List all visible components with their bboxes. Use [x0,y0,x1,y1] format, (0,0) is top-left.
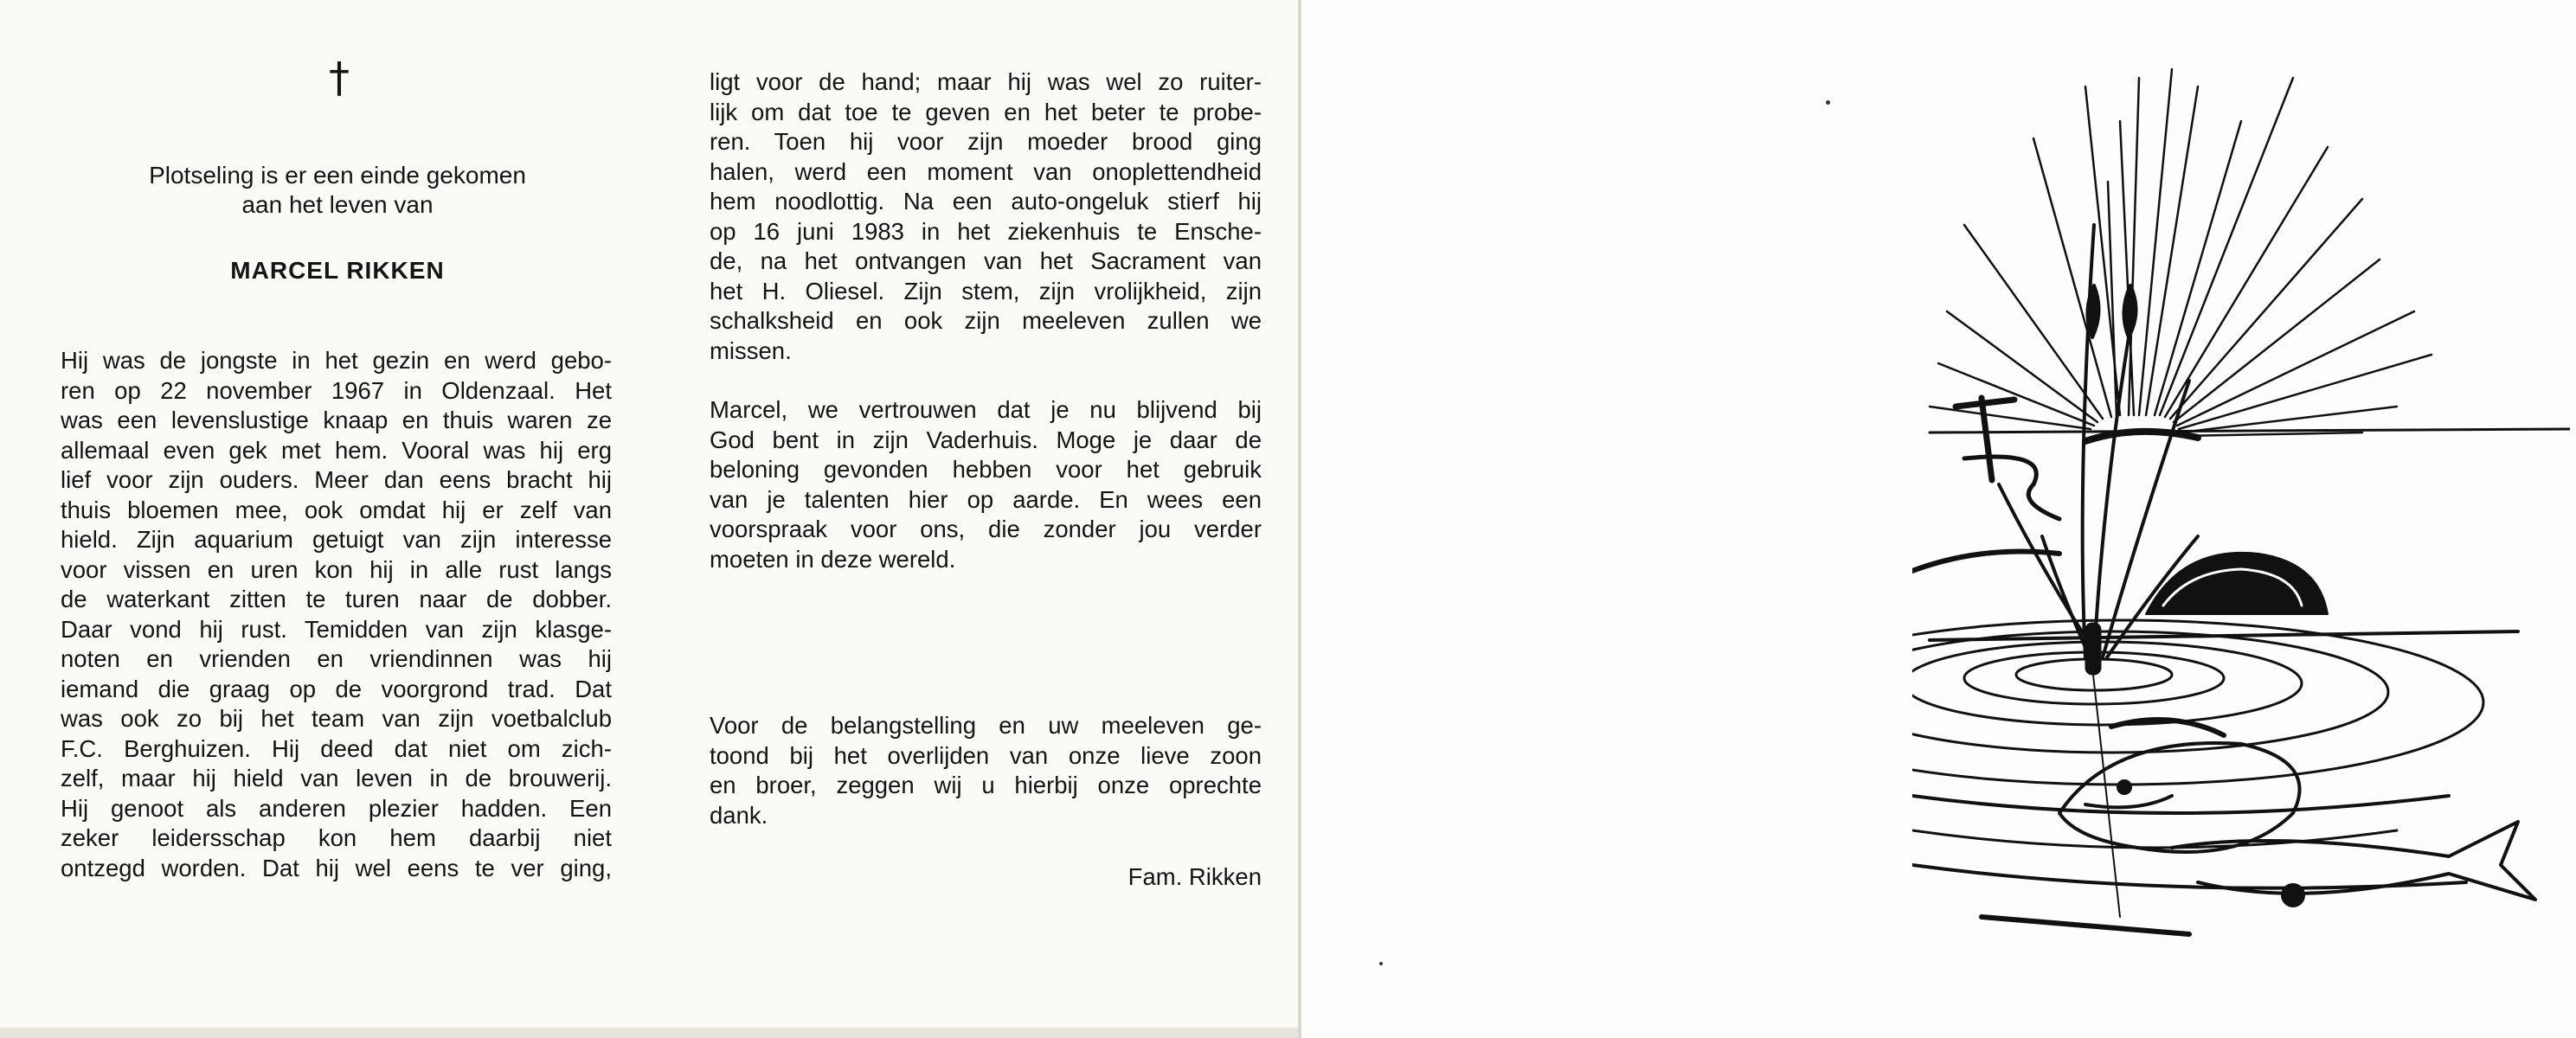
prayer-paragraph [710,395,1262,574]
text-line: Marcel, we vertrouwen dat je nu blijvend bij [710,396,1262,423]
memorial-landscape-illustration-icon [1912,52,2570,952]
text-line: ren. Toen hij voor zijn moeder brood ging [710,128,1262,155]
text-line: Voor de belangstelling en uw meeleven ge- [710,712,1262,739]
text-line: ligt voor de hand; maar hij was wel zo ruiter- [710,68,1262,95]
paper-speck [1379,962,1383,965]
text-line: halen, werd een moment van onoplettendheid [710,157,1262,185]
text-line: was een levenslustige knaap en thuis waren ze [61,407,612,433]
text-line: Daar vond hij rust. Temidden van zijn klasge- [61,615,612,643]
text-line: Hij genoot als anderen plezier hadden. Een [61,794,612,822]
text-line: Hij was de jongste in het gezin en werd gebo- [61,347,612,374]
text-line: zeker leidersschap kon hem daarbij niet [61,824,612,851]
intro-text [87,161,588,220]
text-line: F.C. Berghuizen. Hij deed dat niet om zich- [61,734,612,762]
text-line: voor vissen en uren kon hij in alle rust langs [61,555,612,583]
text-line: lief voor zijn ouders. Meer dan eens bracht hij [61,466,612,493]
sun-rays-icon [1930,69,2431,436]
text-line: thuis bloemen mee, ook omdat hij er zelf van [61,496,612,523]
text-line: noten en vrienden en vriendinnen was hij [61,645,612,672]
text-line: toond bij het overlijden van onze lieve zoon [710,741,1262,769]
text-line: schalksheid en ook zijn meeleven zullen we [710,307,1262,334]
text-line: was ook zo bij het team van zijn voetbalclub [61,705,612,732]
text-line: allemaal even gek met hem. Vooral was hij erg [61,436,612,464]
water-ripples-icon [1912,620,2483,934]
text-line: beloning gevonden hebben voor het gebruik [710,456,1262,483]
grave-cross-icon [1956,398,2014,480]
text-line: lijk om dat toe te geven en het beter te probe- [710,98,1262,125]
text-line: het H. Oliesel. Zijn stem, zijn vrolijkheid, zijn [710,277,1262,304]
text-line: de, na het ontvangen van het Sacrament van [710,247,1262,274]
card-left-panel [0,0,1298,1028]
family-signature: Fam. Rikken [1127,863,1262,890]
text-line: op 16 juni 1983 in het ziekenhuis te Ensche- [710,217,1262,245]
text-line: moeten in deze wereld. [710,545,956,573]
cross-icon: † [329,54,350,102]
intro-line: Plotseling is er een einde gekomen [149,162,526,189]
text-line: voorspraak voor ons, die zonder jou verder [710,516,1262,542]
text-line: iemand die graag op de voorgrond trad. Dat [61,675,612,702]
paper-speck [1826,100,1830,105]
text-line: van je talenten hier op aarde. En wees een [710,485,1262,513]
thanks-paragraph [710,711,1262,830]
text-line: missen. [710,336,792,364]
text-line: hield. Zijn aquarium getuigt van zijn interesse [61,526,612,553]
biography-paragraph [710,67,1262,366]
text-line: en broer, zeggen wij u hierbij onze oprechte [710,772,1262,798]
text-line: de waterkant zitten te turen naar de dobber. [61,586,612,612]
text-line: zelf, maar hij hield van leven in de brouwerij. [61,765,612,791]
text-line: dank. [710,801,768,829]
text-line: God bent in zijn Vaderhuis. Moge je daar de [710,426,1262,453]
continuation-column [710,67,1262,604]
biography-column [61,346,612,883]
text-line: ren op 22 november 1967 in Oldenzaal. Het [61,376,612,404]
text-line: ontzegd worden. Dat hij wel eens te ver ging, [61,854,612,881]
text-line: hem noodlottig. Na een auto-ongeluk stierf hij [710,188,1262,215]
deceased-name: MARCEL RIKKEN [230,257,445,284]
intro-line: aan het leven van [241,191,434,218]
